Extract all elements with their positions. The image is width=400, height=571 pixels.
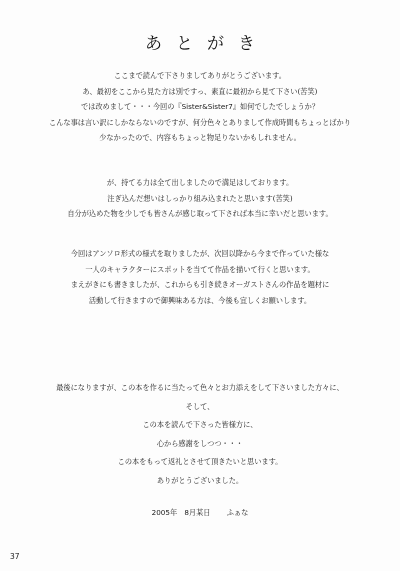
- paragraph-greeting: [0, 68, 400, 146]
- text-line: まえがきにも書きましたが、これからも引き続きオーガストさんの作品を題材に: [70, 280, 330, 289]
- text-line: 最後になりますが、この本を作るに当たって色々とお力添えをして下さいました方々に、: [56, 383, 344, 392]
- text-line: そして、: [185, 401, 215, 411]
- text-line: 今回はアンソロ形式の様式を取りましたが、次回以降から今まで作っていた様な: [70, 249, 330, 258]
- text-line: こんな事は言い訳にしかならないのですが、何分色々とありまして作成時間もちょっとばかり: [49, 117, 351, 127]
- signature-date: 2005年 8月某日: [151, 508, 211, 517]
- text-line: この本をもって返礼とさせて頂きたいと思います。: [117, 457, 283, 467]
- text-line: 少なかったので、内容もちょっと物足りないかもしれません。: [99, 133, 301, 142]
- text-line: 注ぎ込んだ想いはしっかり組み込まれたと思います(苦笑): [107, 193, 293, 203]
- signature-line: [0, 508, 400, 518]
- text-line: あ、最初をここから見た方は別ですっ、素直に最初から見て下さい(苦笑): [82, 86, 318, 96]
- text-line: では改めまして・・・今回の『Sister&Sister7』如何でしたでしょうか？: [80, 102, 320, 111]
- page-number: 37: [10, 552, 20, 561]
- text-line: 心から感謝をしつつ・・・: [156, 438, 244, 448]
- signature-author: ふぁな: [226, 508, 249, 517]
- text-line: 自分が込めた物を少しでも皆さんが感じ取って下されば本当に幸いだと思います。: [67, 209, 333, 218]
- paragraph-future-plans: [0, 246, 400, 308]
- text-line: この本を読んで下さった皆様方に、: [142, 420, 258, 430]
- text-line: 活動して行きますので御興味ある方は、今後も宜しくお願いします。: [88, 295, 312, 305]
- paragraph-effort: [0, 175, 400, 222]
- text-line: ありがとうございました。: [156, 475, 244, 485]
- page-title: あとがき: [145, 34, 269, 55]
- text-line: 一人のキャラクターにスポットを当てて作品を描いて行くと思います。: [85, 264, 315, 274]
- paragraph-thanks: [0, 379, 400, 491]
- text-line: ここまで読んで下さりましてありがとうございます。: [114, 71, 286, 80]
- text-line: が、持てる力は全て出しましたので満足はしております。: [106, 178, 294, 187]
